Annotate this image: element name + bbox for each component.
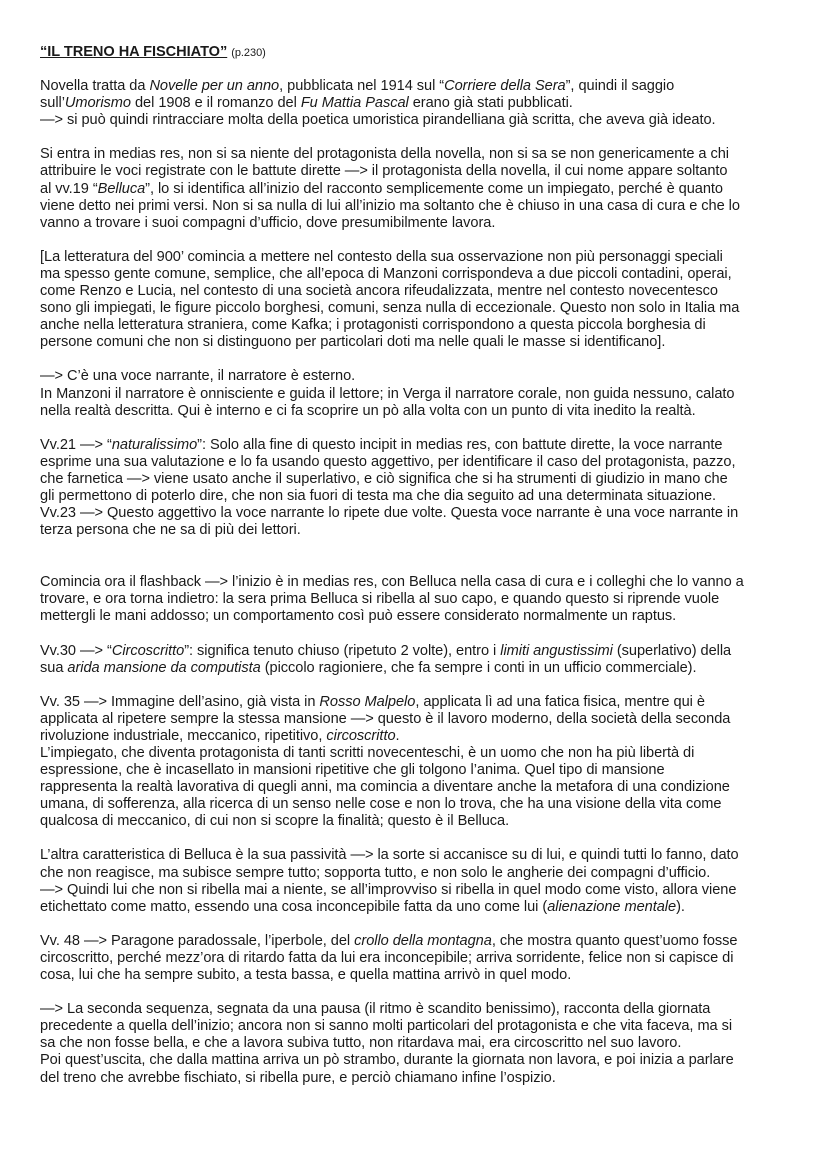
text-segment: sa che non fosse bella, e che a lavora subiva tutto, non ritardava mai, era circoscritto nel suo lavoro. (40, 1035, 682, 1052)
text-line (40, 574, 792, 591)
text-segment: . (395, 727, 400, 744)
text-line (40, 78, 792, 95)
text-segment: In Manzoni il narratore è onnisciente e guida il lettore; in Verga il narratore corale, non guida nessuno, calato (40, 385, 735, 402)
text-segment: viene detto nei primi versi. Non si sa nulla di lui all’inizio ma soltanto che è chiuso in una casa di cura e che lo (40, 197, 740, 214)
text-line (40, 522, 792, 539)
text-line (40, 745, 792, 762)
text-segment: Poi quest’uscita, che dalla mattina arriva un pò strambo, durante la giornata non lavora, e poi inizia a parlare (40, 1052, 734, 1069)
italic-text: Belluca (97, 180, 146, 197)
text-segment: , che mostra quanto quest’uomo fosse (491, 932, 738, 949)
text-line (40, 112, 792, 129)
text-line (40, 300, 792, 317)
text-segment: che non reagisce, ma subisce sempre tutto; sopporta tutto, e non solo le angherie dei compagni d’ufficio. (40, 864, 711, 881)
text-segment: ”: significa tenuto chiuso (ripetuto 2 volte), entro i (184, 642, 501, 659)
text-segment: attribuire le voci registrate con le battute dirette —> il protagonista della novella, il cui nome appare soltanto (40, 163, 728, 180)
text-segment: circoscritto, perché mezz’ora di ritardo fatta da lui era inconcepibile; arriva sorridente, felice non si capisce di (40, 949, 734, 966)
text-segment: al vv.19 “ (40, 180, 98, 197)
text-line (40, 249, 792, 266)
text-segment: del 1908 e il romanzo del (130, 95, 301, 112)
text-line (40, 608, 792, 625)
title-line (40, 44, 792, 62)
italic-text: Rosso Malpelo (319, 693, 416, 710)
section-gap (40, 556, 792, 574)
text-segment: esprime una sua valutazione e lo fa usando questo aggettivo, per identificare il caso del protagonista, pazzo, (40, 453, 736, 470)
text-segment: L’altra caratteristica di Belluca è la sua passività —> la sorte si accanisce su di lui, e quindi tutti lo fanno, dato (40, 847, 739, 864)
text-segment: sull’ (40, 95, 65, 112)
text-line (40, 181, 792, 198)
italic-text: circoscritto (326, 727, 396, 744)
text-segment: , pubblicata nel 1914 sul “ (279, 78, 445, 95)
text-line (40, 505, 792, 522)
text-segment: rappresenta la realtà lavorativa di quegli anni, ma comincia a diventare anche la metafora di una condizione (40, 779, 730, 796)
text-line (40, 847, 792, 864)
text-line (40, 779, 792, 796)
text-line (40, 899, 792, 916)
text-line (40, 95, 792, 112)
paragraph (40, 694, 792, 831)
text-segment: Vv.23 —> Questo aggettivo la voce narrante lo ripete due volte. Questa voce narrante è una voce narrante in (40, 505, 739, 522)
text-segment: precedente a quella dell’inizio; ancora non si sanno molti particolari del protagonista e che vita faceva, ma si (40, 1018, 733, 1035)
text-line (40, 643, 792, 660)
text-segment: Si entra in medias res, non si sa niente del protagonista della novella, non si sa se non genericamente a chi (40, 146, 729, 163)
text-segment: che farnetica —> viene usato anche il superlativo, e ciò significa che si ha strumenti di giudizio in mano che (40, 470, 728, 487)
text-segment: L’impiegato, che diventa protagonista di tanti scritti novecenteschi, è un uomo che non ha più libertà di (40, 745, 695, 761)
page-reference: (p.230) (231, 47, 266, 59)
text-line (40, 471, 792, 488)
text-segment: Comincia ora il flashback —> l’inizio è in medias res, con Belluca nella casa di cura e i colleghi che lo vanno a (40, 574, 744, 591)
text-segment: —> C’è una voce narrante, il narratore è esterno. (40, 368, 356, 385)
text-line (40, 728, 792, 745)
text-line (40, 1035, 792, 1052)
text-line (40, 283, 792, 300)
paragraph (40, 249, 792, 352)
text-segment: persone comuni che non si distinguono per particolari doti ma nelle quali le masse si identificano]. (40, 334, 666, 351)
italic-text: alienazione mentale (547, 898, 677, 915)
text-line (40, 1052, 792, 1069)
text-segment: Vv.21 —> “ (40, 436, 112, 453)
paragraph (40, 146, 792, 231)
text-line (40, 403, 792, 420)
text-segment: espressione, che è incasellato in mansioni ripetitive che gli tolgono l’anima. Quel tipo di mansione (40, 762, 665, 779)
text-line (40, 334, 792, 351)
text-segment: —> La seconda sequenza, segnata da una pausa (il ritmo è scandito benissimo), racconta della giornata (40, 1001, 711, 1018)
italic-text: arida mansione da computista (67, 659, 261, 676)
text-segment: ”: Solo alla fine di questo incipit in medias res, con battute dirette, la voce narrante (197, 436, 723, 453)
text-segment: erano già stati pubblicati. (408, 95, 573, 112)
text-segment: rivoluzione industriale, meccanico, ripetitivo, (40, 727, 327, 744)
text-line (40, 368, 792, 385)
text-line (40, 933, 792, 950)
italic-text: Circoscritto (111, 642, 185, 659)
text-line (40, 386, 792, 403)
text-segment: , applicata lì ad una fatica fisica, mentre qui è (415, 693, 705, 710)
text-segment: —> Quindi lui che non si ribella mai a niente, se all’improvviso si ribella in quel modo come visto, allora viene (40, 881, 737, 898)
text-line (40, 591, 792, 608)
text-segment: sono gli impiegati, le figure piccolo borghesi, comuni, senza nulla di eccezionale. Questo non solo in Italia ma (40, 300, 740, 317)
text-segment: come Renzo e Lucia, nel contesto di una società ancora rifeudalizzata, mentre nel contesto novecentesco (40, 283, 718, 300)
text-line (40, 711, 792, 728)
document-body (40, 78, 792, 1087)
text-line (40, 1018, 792, 1035)
text-segment: terza persona che ne sa di più dei lettori. (40, 522, 301, 539)
text-segment: Vv. 35 —> Immagine dell’asino, già vista in (40, 693, 320, 710)
paragraph (40, 574, 792, 625)
text-segment: gli permettono di poterlo dire, che non sia fuori di testa ma che dia seguito ad una determinata situazione. (40, 487, 717, 504)
document-title: “IL TRENO HA FISCHIATO” (40, 44, 228, 60)
paragraph (40, 1001, 792, 1086)
text-segment: ”, quindi il saggio (565, 78, 675, 95)
text-segment: trovare, e ora torna indietro: la sera prima Belluca si ribella al suo capo, e quando questo si riprende vuole (40, 591, 720, 608)
text-segment: sua (40, 659, 68, 676)
paragraph (40, 933, 792, 984)
text-line (40, 882, 792, 899)
text-segment: Novella tratta da (40, 78, 150, 95)
text-line (40, 967, 792, 984)
text-line (40, 865, 792, 882)
text-segment: (piccolo ragioniere, che fa sempre i conti in un ufficio commerciale). (260, 659, 697, 676)
text-segment: vanno a trovare i suoi compagni d’ufficio, dove presumibilmente lavora. (40, 214, 496, 231)
text-segment: anche nella letteratura straniera, come Kafka; i protagonisti corrispondono a questa piccola borghesia di (40, 317, 706, 334)
text-segment: qualcosa di meccanico, di cui non si scopre la finalità; questo è il Belluca. (40, 813, 510, 830)
text-line (40, 796, 792, 813)
text-segment: nella realtà descritta. Qui è interno e ci fa scoprire un pò alla volta con un punto di vita inedito la realtà. (40, 402, 696, 419)
text-line (40, 762, 792, 779)
text-segment: (superlativo) della (612, 642, 732, 659)
text-segment: Vv. 48 —> Paragone paradossale, l’iperbole, del (40, 932, 355, 949)
text-segment: ”, lo si identifica all’inizio del racconto semplicemente come un impiegato, perché è quanto (145, 180, 723, 197)
italic-text: Umorismo (64, 95, 131, 112)
text-line (40, 660, 792, 677)
text-line (40, 266, 792, 283)
italic-text: limiti angustissimi (500, 642, 613, 659)
text-segment: Vv.30 —> “ (40, 642, 112, 659)
paragraph (40, 437, 792, 540)
text-segment: ma spesso gente comune, semplice, che all’epoca di Manzoni corrispondeva a due piccoli contadini, operai, (40, 265, 732, 282)
text-line (40, 146, 792, 163)
text-segment: umana, di sofferenza, alla ricerca di un senso nelle cose e non lo trova, che ha una visione della vita come (40, 796, 722, 813)
text-line (40, 163, 792, 180)
text-segment: cosa, lui che ha sempre subito, a testa bassa, e quella mattina arrivò in quel modo. (40, 967, 572, 984)
text-segment: ). (676, 898, 685, 915)
italic-text: Fu Mattia Pascal (300, 95, 409, 112)
text-line (40, 694, 792, 711)
text-segment: —> si può quindi rintracciare molta della poetica umoristica pirandelliana già scritta, che aveva già ideato. (40, 112, 716, 129)
text-line (40, 198, 792, 215)
text-segment: mettergli le mani addosso; un comportamento così può essere considerato normalmente un raptus. (40, 608, 677, 625)
paragraph (40, 368, 792, 419)
text-line (40, 1070, 792, 1087)
text-line (40, 950, 792, 967)
text-line (40, 317, 792, 334)
italic-text: crollo della montagna (354, 932, 492, 949)
text-segment: del treno che avrebbe fischiato, si ribella pure, e perciò chiamano infine l’ospizio. (40, 1069, 556, 1086)
paragraph (40, 643, 792, 677)
text-segment: applicata al ripetere sempre la stessa mansione —> questo è il lavoro moderno, della società della seconda (40, 710, 731, 727)
paragraph (40, 78, 792, 129)
text-line (40, 215, 792, 232)
italic-text: naturalissimo (111, 436, 198, 453)
italic-text: Novelle per un anno (149, 78, 280, 95)
text-segment: [La letteratura del 900’ comincia a mettere nel contesto della sua osservazione non più personaggi speciali (40, 248, 723, 265)
text-line (40, 1001, 792, 1018)
paragraph (40, 847, 792, 915)
italic-text: Corriere della Sera (444, 78, 566, 95)
text-line (40, 488, 792, 505)
text-line (40, 813, 792, 830)
text-line (40, 437, 792, 454)
text-line (40, 454, 792, 471)
text-segment: etichettato come matto, essendo una cosa inconcepibile fatta da uno come lui ( (40, 898, 548, 915)
